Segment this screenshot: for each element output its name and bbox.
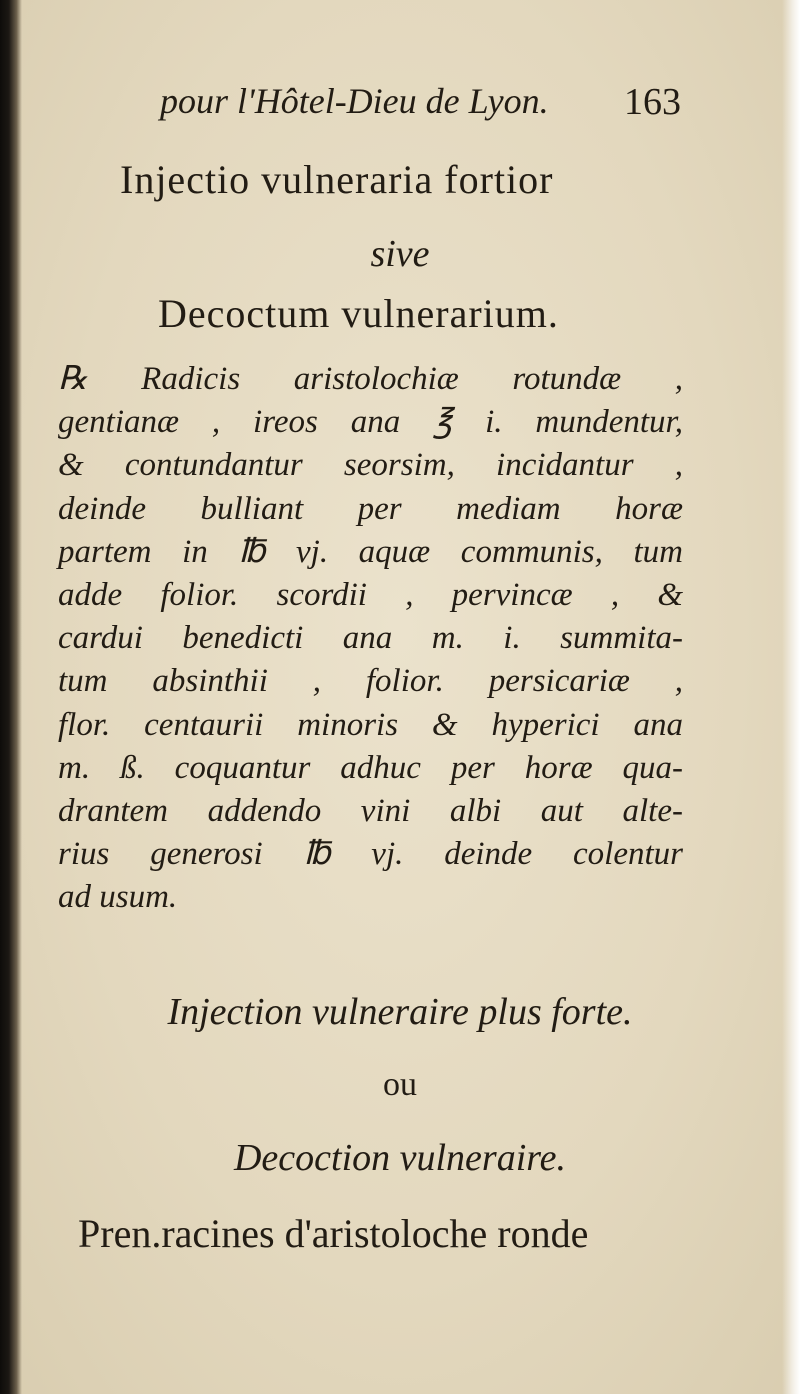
french-title-line-2: Decoction vulneraire. — [233, 1137, 567, 1179]
french-title-line-1: Injection vulneraire plus forte. — [167, 991, 633, 1033]
book-gutter-shadow — [0, 0, 22, 1394]
page-number: 163 — [624, 81, 681, 123]
text-line: ℞ Radicis aristolochiæ rotundæ , — [58, 361, 683, 397]
text-line: drantem addendo vini albi aut alte- — [58, 792, 683, 829]
latin-title-line-1: Injectio vulneraria fortior — [120, 157, 554, 202]
text-line: partem in ℔ vj. aquæ communis, tum — [58, 533, 683, 570]
text-line: tum absinthii , folior. persicariæ , — [58, 663, 683, 700]
text-line: flor. centaurii minoris & hyperici ana — [58, 706, 683, 743]
text-line: ad usum. — [58, 879, 178, 916]
french-title-connector: ou — [383, 1066, 417, 1103]
text-line: adde folior. scordii , pervincæ , & — [58, 576, 683, 613]
latin-title-line-2: Decoctum vulnerarium. — [158, 291, 559, 336]
page-right-edge — [782, 0, 800, 1394]
latin-recipe-paragraph — [58, 358, 683, 919]
running-title: pour l'Hôtel-Dieu de Lyon. — [160, 81, 549, 121]
french-recipe-first-line: Pren.racines d'aristoloche ronde — [78, 1211, 589, 1256]
text-line: deinde bulliant per mediam horæ — [58, 490, 683, 527]
text-line: gentianæ , ireos ana ℥ i. mundentur, — [58, 404, 683, 441]
text-line: m. ß. coquantur adhuc per horæ qua- — [58, 749, 683, 786]
latin-title-connector: sive — [370, 233, 430, 275]
text-line: rius generosi ℔ vj. deinde colentur — [58, 836, 683, 873]
text-line: cardui benedicti ana m. i. summita- — [58, 620, 683, 657]
text-line: & contundantur seorsim, incidantur , — [58, 447, 683, 484]
